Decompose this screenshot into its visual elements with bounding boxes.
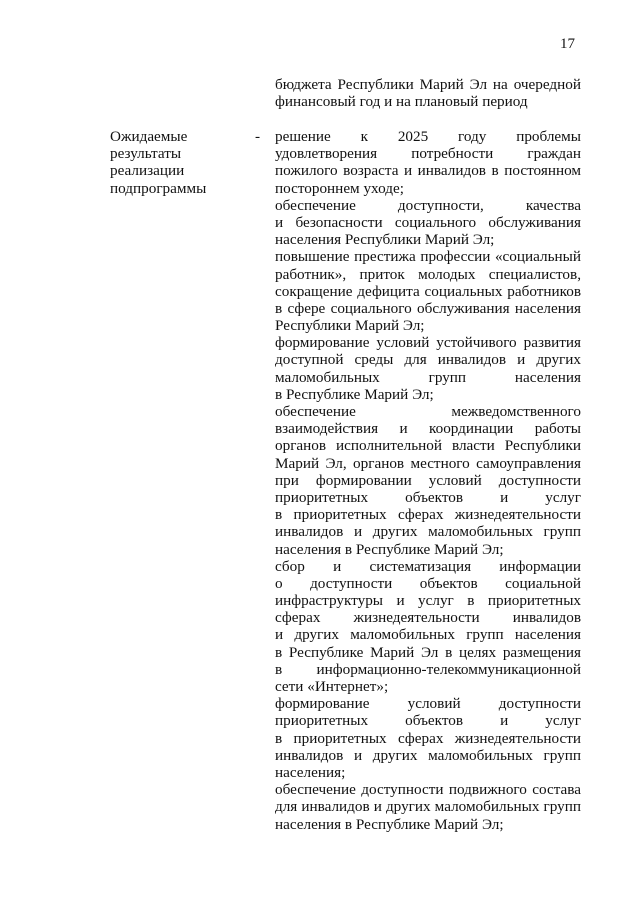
result-line: повышение престижа профессии «социальный [275, 248, 581, 266]
result-line: населения Республики Марий Эл; [275, 231, 495, 249]
result-line: в приоритетных сферах жизнедеятельности [275, 729, 581, 747]
page-number: 17 [560, 36, 575, 52]
result-line: Республики Марий Эл; [275, 317, 425, 335]
text-line: финансовый год и на плановый период [275, 93, 528, 111]
result-line: инфраструктуры и услуг в приоритетных [275, 592, 581, 610]
separator-dash: - [255, 128, 261, 145]
result-line: маломобильных групп населения [275, 368, 581, 386]
label-line: реализации [110, 162, 185, 180]
result-line: сферах жизнедеятельности инвалидов [275, 609, 581, 627]
result-item [275, 128, 581, 197]
result-line: обеспечение доступности, качества [275, 196, 581, 214]
result-line: приоритетных объектов и услуг [275, 488, 581, 506]
expected-results-list [275, 128, 581, 833]
result-line: в Республике Марий Эл в целях размещения [275, 643, 581, 661]
result-line: удовлетворения потребности граждан [275, 145, 581, 163]
result-item [275, 695, 581, 781]
budget-continuation-text [275, 76, 581, 110]
result-line: взаимодействия и координации работы [275, 420, 581, 438]
result-line: Марий Эл, органов местного самоуправления [275, 454, 581, 472]
result-line: сети «Интернет»; [275, 678, 389, 695]
result-line: населения в Республике Марий Эл; [275, 540, 504, 558]
result-line: доступной среды для инвалидов и других [275, 351, 581, 369]
result-line: работник», приток молодых специалистов, [275, 265, 581, 283]
result-line: в приоритетных сферах жизнедеятельности [275, 506, 581, 524]
result-line: сокращение дефицита социальных работников [275, 282, 581, 300]
result-line: о доступности объектов социальной [275, 574, 581, 592]
label-line: результаты [110, 145, 182, 163]
result-line: и безопасности социального обслуживания [275, 213, 581, 231]
result-line: инвалидов и других маломобильных групп [275, 523, 581, 541]
result-line: для инвалидов и других маломобильных групп [275, 798, 581, 816]
result-line: органов исполнительной власти Республики [275, 437, 581, 455]
result-item [275, 197, 581, 249]
label-line: Ожидаемые [110, 128, 188, 145]
result-line: сбор и систематизация информации [275, 557, 581, 575]
result-line: формирование условий доступности [275, 695, 581, 713]
result-line: в информационно-телекоммуникационной [275, 660, 581, 678]
result-line: обеспечение межведомственного [275, 403, 581, 420]
result-item [275, 403, 581, 558]
result-line: приоритетных объектов и услуг [275, 712, 581, 730]
result-line: населения; [275, 763, 346, 781]
result-line: инвалидов и других маломобильных групп [275, 746, 581, 764]
expected-results-label [110, 128, 250, 197]
result-item [275, 781, 581, 833]
result-item [275, 558, 581, 696]
result-line: и других маломобильных групп населения [275, 626, 581, 644]
result-item [275, 248, 581, 334]
label-line: подпрограммы [110, 179, 207, 197]
result-line: в Республике Марий Эл; [275, 385, 434, 403]
result-line: формирование условий устойчивого развития [275, 334, 581, 352]
result-item [275, 334, 581, 403]
result-line: населения в Республике Марий Эл; [275, 815, 504, 833]
text-line: бюджета Республики Марий Эл на очередной [275, 76, 581, 93]
result-line: пожилого возраста и инвалидов в постоянном [275, 162, 581, 180]
result-line: в сфере социального обслуживания населения [275, 299, 581, 317]
result-line: решение к 2025 году проблемы [275, 128, 581, 145]
result-line: постороннем уходе; [275, 179, 404, 197]
result-line: обеспечение доступности подвижного состава [275, 781, 581, 799]
result-line: при формировании условий доступности [275, 471, 581, 489]
